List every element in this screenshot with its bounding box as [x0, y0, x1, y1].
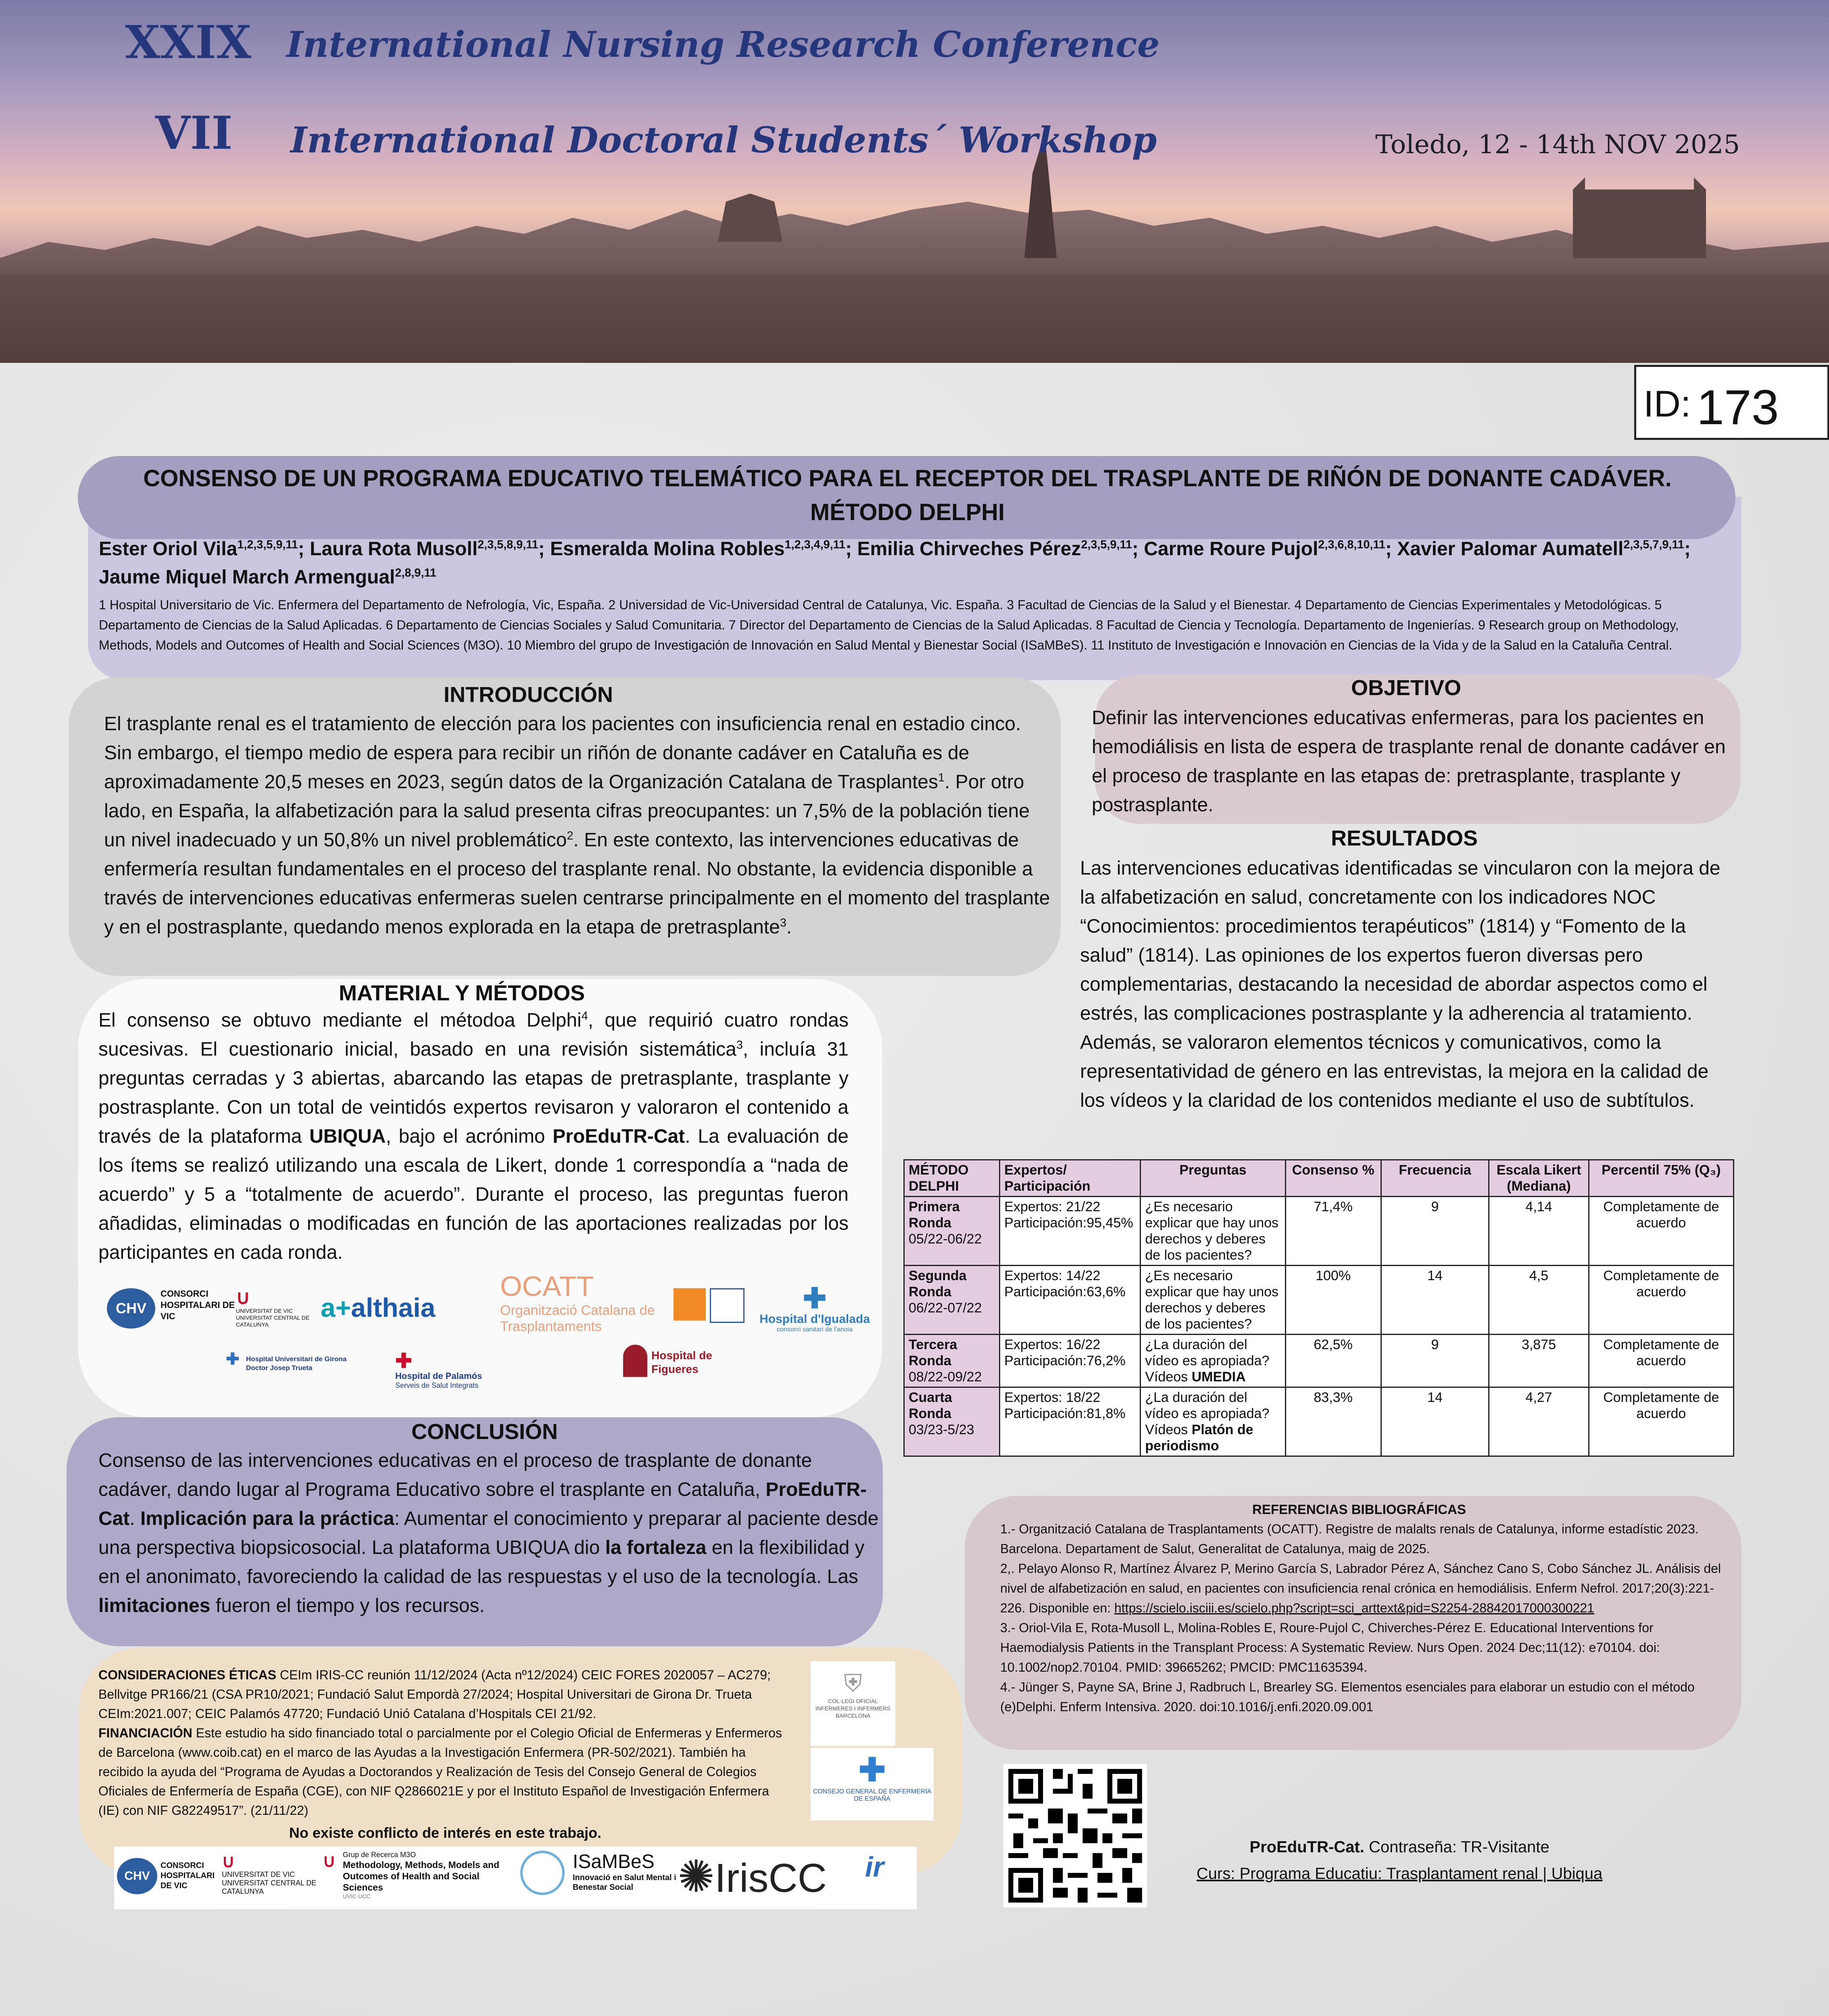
methods-text-part: El consenso se obtuvo mediante el métodoa Delphi [98, 1010, 582, 1031]
participation: Participación:95,45% [1004, 1215, 1133, 1231]
percentile-cell: Completamente de acuerdo [1589, 1387, 1733, 1456]
chv-logo-text: CHV [115, 1300, 146, 1316]
workshop-title: International Doctoral Students´ Workshop [290, 119, 1157, 161]
m3o-logo-subtitle: UVIC·UCC [343, 1893, 371, 1899]
round-dates: 08/22-09/22 [909, 1369, 982, 1385]
igualada-logo-subtitle: consorci sanitari de l'anoia [776, 1326, 853, 1333]
experts-cell [1000, 1197, 1141, 1266]
percentile-cell: Completamente de acuerdo [1589, 1335, 1733, 1387]
coib-logo-text: COL·LEGI OFICIAL INFERMERES I INFERMERS BARCELONA [815, 1698, 891, 1719]
uvic-logo-text: UNIVERSITAT DE VIC UNIVERSITAT CENTRAL DE CATALUNYA [236, 1308, 310, 1328]
author-name: Emilia Chirveches Pérez [857, 538, 1081, 560]
palamos-logo [395, 1351, 516, 1390]
girona-logo-text: Hospital Universitari de Girona Doctor Josep Trueta [246, 1355, 347, 1372]
citation-marker: 4 [581, 1010, 588, 1023]
results-text: Las intervenciones educativas identificadas se vincularon con la mejora de la alfabetización en salud, concretamente con los indicadores NOC “Conocimientos: procedimientos terapéuticos” (1814) y “Fomento de la salud” (1814). Las opiniones de los expertos fueron diversas pero complementarias, destacando la necesidad de abordar aspectos como el estrés, las complicaciones postrasplante y la adherencia al tratamiento. Además, se valoraron elementos técnicos y comunicativos, como la representatividad de género en las entrevistas, la mejora en la calidad de los vídeos y la claridad de los contenidos mediante el uso de subtítulos. [1080, 858, 1721, 1111]
round-dates: 05/22-06/22 [909, 1231, 982, 1247]
column-header: Expertos/ Participación [1000, 1160, 1141, 1197]
conclusion-text-part: fueron el tiempo y los recursos. [210, 1595, 485, 1616]
m3o-logo-text: Methodology, Methods, Models and Outcomes of Health and Social Sciences [343, 1860, 500, 1893]
references-title: REFERENCIAS BIBLIOGRÁFICAS [1252, 1502, 1466, 1517]
iriscc-burst-icon: ✺ [678, 1852, 715, 1901]
conclusion-title: CONCLUSIÓN [411, 1420, 558, 1444]
objective-title: OBJETIVO [1351, 676, 1462, 700]
isambes-logo-subtitle: Innovació en Salut Mental i Benestar Social [573, 1873, 676, 1892]
intro-text-part: . [786, 916, 792, 938]
uvic-logo-text: UNIVERSITAT DE VIC UNIVERSITAT CENTRAL DE CATALUNYA [222, 1870, 317, 1895]
consensus-cell: 62,5% [1285, 1335, 1381, 1387]
edition-number-1: XXIX [125, 16, 252, 69]
column-header: Percentil 75% (Q₃) [1589, 1160, 1733, 1197]
conclusion-text [98, 1446, 881, 1620]
question-text: ¿Es necesario explicar que hay unos derechos y deberes de los pacientes? [1145, 1199, 1279, 1263]
author-name: Laura Rota Musoll [310, 538, 478, 560]
id-value: 173 [1697, 380, 1779, 435]
introduction-title: INTRODUCCIÓN [444, 683, 613, 707]
girona-logo [226, 1350, 363, 1372]
reference-text: 2,. Pelayo Alonso R, Martínez Álvarez P, Merino García S, Labrador Pérez A, Sánchez Cano S, Cobo Sánchez JL. Análisis del nivel de alfabetización en salud, en pacientes con insuficiencia renal crónica en hemodiálisis. Enferm Nefrol. 2017;20(3):221-226. Disponible en: [1000, 1561, 1721, 1615]
column-header: Escala Likert (Mediana) [1489, 1160, 1589, 1197]
percentile-cell: Completamente de acuerdo [1589, 1197, 1733, 1266]
table-row [904, 1266, 1734, 1335]
ocatt-logo [448, 1270, 657, 1335]
delphi-results-table [903, 1159, 1734, 1457]
ethics-text-part: CEIm IRIS-CC reunión 11/12/2024 (Acta nº12/2024) CEIC FORES 2020057 – AC279; Bellvitge PR166/21 (CSA PR10/2021; Fundació Salut Empordà 27/2024; Hospital Universitari de Girona Dr. Trueta CEIm:2021.007; CEIC Palamós 47720; Fundació Unió Catalana d’Hospitals CEI 21/92. [98, 1668, 771, 1721]
program-name: ProEduTR-Cat. [1249, 1838, 1364, 1856]
qr-code[interactable] [1003, 1764, 1147, 1908]
percentile-cell: Completamente de acuerdo [1589, 1266, 1733, 1335]
table-header-row [904, 1160, 1734, 1197]
author-name: Esmeralda Molina Robles [550, 538, 785, 560]
conclusion-text-part: en la flexibilidad y en el anonimato, favoreciendo la calidad de las respuestas y el uso de la tecnología. Las [98, 1537, 865, 1587]
ethics-heading: CONSIDERACIONES ÉTICAS [98, 1668, 276, 1682]
ir-logo-text: ir [865, 1851, 884, 1883]
intro-text-part: . Por otro lado, en España, la alfabetización para la salud presenta cifras preocupantes: un 7,5% de la población tiene un nivel inadecuado y un 50,8% un nivel problemático [104, 771, 1030, 851]
funding-text: Este estudio ha sido financiado total o parcialmente por el Colegio Oficial de Enfermeras y Enfermeros de Barcelona (www.coib.cat) en el marco de las Ayudas a la Investigación Enfermera (PR-502/2021). También ha recibido la ayuda del “Programa de Ayudas a Doctorandos y Realización de Tesis del Consejo General de Colegios Oficiales de Enfermería de España (CGE), con NIF Q2866021E y por el Instituto Español de Investigación Enfermera (IE) con NIF G82249517”. (21/11/22) [98, 1726, 782, 1818]
question-cell [1141, 1197, 1285, 1266]
affiliations: 1 Hospital Universitario de Vic. Enfermera del Departamento de Nefrología, Vic, España. 2 Universidad de Vic-Universidad Central de Catalunya, Vic. España. 3 Facultad de Ciencias de la Salud y el Bienestar. 4 Departamento de Ciencias Experimentales y Metodológicas. 5 Departamento de Ciencias de la Salud Aplicadas. 6 Departamento de Ciencias Sociales y Salud Comunitaria. 7 Director del Departamento de Ciencias de la Salud Aplicadas. 8 Facultad de Ciencia y Tecnología. Departamento de Ingenierías. 9 Research group on Methodology, Methods, Models and Outcomes of Health and Social Sciences (M3O). 10 Miembro del grupo de Investigación de Innovación en Salud Mental y Bienestar Social (ISaMBeS). 11 Instituto de Investigación e Innovación en Ciencias de la Vida y de la Salud en la Cataluña Central. [99, 598, 1679, 652]
column-header: Preguntas [1141, 1160, 1285, 1197]
consensus-cell: 100% [1285, 1266, 1381, 1335]
citation-marker: 1 [938, 771, 945, 784]
author-name: Jaume Miquel March Armengual [99, 566, 395, 588]
platform-name: UBIQUA [309, 1126, 386, 1147]
girona-cross-icon: ✚ [226, 1350, 240, 1368]
round-name: Tercera Ronda [909, 1337, 957, 1368]
question-cell [1141, 1387, 1285, 1456]
experts-cell [1000, 1387, 1141, 1456]
ir-logo [865, 1851, 884, 1883]
isambes-logo [520, 1851, 682, 1892]
author-name: Carme Roure Pujol [1144, 538, 1318, 560]
round-dates: 03/23-5/23 [909, 1422, 974, 1437]
question-video-name: UMEDIA [1191, 1369, 1246, 1385]
methods-text-part: , que requirió cuatro rondas sucesivas. El cuestionario inicial, basado en una revisión sistemática [98, 1010, 849, 1060]
experts-count: Expertos: 14/22 [1004, 1268, 1101, 1283]
uvic-logo: ∪ UNIVERSITAT DE VIC UNIVERSITAT CENTRAL DE CATALUNYA [222, 1853, 323, 1896]
ethics-text [98, 1665, 792, 1843]
m3o-logo-small: Grup de Recerca M3O [343, 1851, 416, 1859]
participation: Participación:63,6% [1004, 1284, 1126, 1300]
conclusion-text-part: . [129, 1508, 141, 1529]
round-cell [904, 1266, 1000, 1335]
frequency-cell: 9 [1381, 1197, 1489, 1266]
citation-marker: 3 [736, 1039, 743, 1052]
program-password: Contraseña: TR-Visitante [1364, 1838, 1550, 1856]
experts-count: Expertos: 18/22 [1004, 1390, 1101, 1405]
conclusion-emphasis: limitaciones [98, 1595, 211, 1616]
round-name: Cuarta Ronda [909, 1390, 952, 1421]
edition-number-2: VII [155, 107, 233, 160]
header-banner [0, 0, 1829, 363]
acronym: ProEduTR-Cat [98, 1479, 867, 1529]
reference-link[interactable]: https://scielo.isciii.es/scielo.php?script=sci_arttext&pid=S2254-28842017000300221 [1114, 1601, 1594, 1615]
ocatt-logo-subtitle: Organització Catalana de Trasplantaments [500, 1303, 655, 1334]
introduction-text [104, 710, 1052, 942]
question-text: ¿La duración del vídeo es apropiada? Vídeos [1145, 1390, 1270, 1437]
column-header: MÉTODO DELPHI [904, 1160, 1000, 1197]
cge-logo-text: CONSEJO GENERAL DE ENFERMERÍA DE ESPAÑA [813, 1788, 932, 1802]
author-affiliation: 2,8,9,11 [395, 566, 436, 579]
cge-nurse-icon: ✚ [858, 1752, 886, 1788]
poster-title: CONSENSO DE UN PROGRAMA EDUCATIVO TELEMÁTICO PARA EL RECEPTOR DEL TRASPLANTE DE RIÑÓN DE DONANTE CADÁVER. MÉTODO DELPHI [143, 465, 1672, 525]
question-text: ¿Es necesario explicar que hay unos derechos y deberes de los pacientes? [1145, 1268, 1279, 1332]
chv-logo [107, 1288, 155, 1329]
experts-cell [1000, 1335, 1141, 1387]
isambes-logo-text: ISaMBeS [573, 1851, 655, 1872]
reference-item: 3.- Oriol-Vila E, Rota-Musoll L, Molina-Robles E, Roure-Pujol C, Chiverches-Pérez E. Educational Interventions for Haemodialysis Patients in the Transplant Process: A Systematic Review. Nurs Open. 2024 Dec;11(12): e70104. doi: 10.1002/nop2.70104. PMID: 39665262; PMCID: PMC11635394. [1000, 1620, 1660, 1674]
round-dates: 06/22-07/22 [909, 1300, 982, 1316]
coib-shield-icon: ⛨ [844, 1670, 862, 1697]
likert-cell: 4,14 [1489, 1197, 1589, 1266]
author-affiliation: 2,3,5,9,11 [1081, 538, 1132, 551]
author-affiliation: 2,3,5,8,9,11 [478, 538, 538, 551]
intro-text-part: El trasplante renal es el tratamiento de elección para los pacientes con insuficiencia renal en estadio cinco. Sin embargo, el tiempo medio de espera para recibir un riñón de donante cadáver en Cataluña es de aproximadamente 20,5 meses en 2023, según datos de la Organización Catalana de Trasplantes [104, 713, 1021, 793]
figueres-logo [623, 1345, 728, 1376]
round-name: Primera Ronda [909, 1199, 960, 1231]
poster-id-box [1634, 365, 1829, 440]
isambes-globe-icon [520, 1851, 565, 1895]
iriscc-logo [678, 1851, 827, 1902]
reference-item: 1.- Organització Catalana de Trasplantaments (OCATT). Registre de malalts renals de Catalunya, informe estadístic 2023. Barcelona. Departament de Salut, Generalitat de Catalunya, maig de 2025. [1000, 1522, 1699, 1556]
question-text: ¿La duración del vídeo es apropiada? Vídeos [1145, 1337, 1270, 1385]
intro-text-part: . En este contexto, las intervenciones educativas de enfermería resultan fundamentales en el proceso del trasplante renal. No obstante, la evidencia disponible a través de intervenciones educativas enfermeras suelen centrarse principalmente en el momento del trasplante y en el postrasplante, quedando menos explorada en la etapa de pretrasplante [104, 829, 1050, 938]
conference-title: International Nursing Research Conference [286, 23, 1160, 65]
column-header: Frecuencia [1381, 1160, 1489, 1197]
methods-title: MATERIAL Y MÉTODOS [339, 981, 585, 1005]
sponsor-logo-blue [710, 1288, 745, 1323]
consensus-cell: 83,3% [1285, 1387, 1381, 1456]
program-access-info [1166, 1834, 1633, 1887]
cge-logo [811, 1748, 934, 1820]
igualada-cross-icon: ✚ [803, 1283, 827, 1314]
table-row [904, 1197, 1734, 1266]
author-name: Xavier Palomar Aumatell [1397, 538, 1624, 560]
conference-date: Toledo, 12 - 14th NOV 2025 [1375, 130, 1740, 160]
author-affiliation: 2,3,6,8,10,11 [1318, 538, 1385, 551]
author-affiliation: 1,2,3,5,9,11 [237, 538, 298, 551]
igualada-logo [750, 1284, 879, 1333]
igualada-logo-text: Hospital d'Igualada [759, 1312, 870, 1326]
experts-count: Expertos: 21/22 [1004, 1199, 1101, 1214]
iriscc-logo-text: IrisCC [715, 1856, 827, 1901]
conclusion-text-part: Consenso de las intervenciones educativas en el proceso de trasplante de donante cadáver, dando lugar al Programa Educativo sobre el trasplante en Cataluña, [98, 1450, 812, 1500]
round-cell [904, 1197, 1000, 1266]
citation-marker: 2 [567, 829, 574, 842]
consorci-logo-text: CONSORCI HOSPITALARI DE VIC [161, 1861, 215, 1890]
reference-item: 4.- Jünger S, Payne SA, Brine J, Radbruch L, Brearley SG. Elementos esenciales para elaborar un estudio con el método (e)Delphi. Enferm Intensiva. 2020. doi:10.1016/j.enfi.2020.09.001 [1000, 1680, 1695, 1714]
acronym: ProEduTR-Cat [553, 1126, 685, 1147]
round-name: Segunda Ronda [909, 1268, 967, 1300]
author-affiliation: 2,3,5,7,9,11 [1623, 538, 1684, 551]
table-row [904, 1335, 1734, 1387]
althaia-logo: a+althaia [321, 1293, 436, 1322]
round-cell [904, 1387, 1000, 1456]
question-cell [1141, 1335, 1285, 1387]
column-header: Consenso % [1285, 1160, 1381, 1197]
consensus-cell: 71,4% [1285, 1197, 1381, 1266]
qr-code-image [1003, 1764, 1147, 1908]
frequency-cell: 9 [1381, 1335, 1489, 1387]
likert-cell: 4,27 [1489, 1387, 1589, 1456]
frequency-cell: 14 [1381, 1266, 1489, 1335]
conclusion-emphasis: la fortaleza [605, 1537, 707, 1558]
palamos-logo-text: Hospital de Palamós [395, 1371, 482, 1381]
coib-logo [811, 1661, 895, 1746]
course-link[interactable]: Curs: Programa Educatiu: Trasplantament renal | Ubiqua [1196, 1865, 1603, 1883]
likert-cell: 3,875 [1489, 1335, 1589, 1387]
consorci-logo-text: CONSORCI HOSPITALARI DE VIC [161, 1289, 235, 1321]
likert-cell: 4,5 [1489, 1266, 1589, 1335]
author-list: Ester Oriol Vila$^{1,2,3,5,9,11}$; Laura Rota Musoll$^{2,3,5,8,9,11}$; Esmeralda Molina Robles$^{1,2,3,4,9,11}$; Emilia Chirveches Pérez$^{2,3,5,9,11}$; Carme Roure Pujol$^{2,3,6,8,10,11}$; Xavier Palomar Aumatell$^{2,3,5,7,9,11}$; Jaume Miquel March Armengual$^{2,8,9,11}$ [99, 538, 1691, 588]
methods-text-part: . La evaluación de los ítems se realizó utilizando una escala de Likert, donde 1 correspondía a “nada de acuerdo” y 5 a “totalmente de acuerdo”. Durante el proceso, las preguntas fueron añadidas, eliminadas o modificadas en función de las aportaciones realizadas por los participantes en cada ronda. [98, 1126, 849, 1263]
ocatt-logo-text: OCATT [500, 1270, 594, 1302]
chv-logo [117, 1858, 157, 1894]
question-cell [1141, 1266, 1285, 1335]
conflict-statement: No existe conflicto de interés en este trabajo. [289, 1824, 602, 1841]
round-cell [904, 1335, 1000, 1387]
id-label: ID: [1643, 383, 1691, 425]
funding-heading: FINANCIACIÓN [98, 1726, 192, 1740]
chv-logo-text: CHV [124, 1869, 150, 1883]
frequency-cell: 14 [1381, 1387, 1489, 1456]
figueres-logo-text: Hospital de Figueres [651, 1349, 712, 1375]
author-affiliation: 1,2,3,4,9,11 [784, 538, 846, 551]
althaia-logo-text: althaia [351, 1293, 436, 1322]
m3o-logo: ∪ Grup de Recerca M3O Methodology, Methods, Models and Outcomes of Health and Social Sciences UVIC·UCC [323, 1851, 510, 1903]
results-title: RESULTADOS [1331, 826, 1478, 850]
methods-text-part: , bajo el acrónimo [386, 1126, 553, 1147]
sponsor-logo-orange [674, 1288, 706, 1320]
table-row [904, 1387, 1734, 1456]
author-name: Ester Oriol Vila [99, 538, 238, 560]
palamos-logo-subtitle: Serveis de Salut Integrats [395, 1381, 479, 1389]
methods-text-part: , incluía 31 preguntas cerradas y 3 abiertas, abarcando las etapas de pretrasplante, trasplante y postrasplante. Con un total de veintidós expertos revisaron y valoraron el contenido a través de la plataforma [98, 1039, 849, 1147]
participation: Participación:76,2% [1004, 1353, 1126, 1368]
reference-item [1000, 1559, 1734, 1618]
citation-marker: 3 [780, 916, 786, 929]
figueres-shape-icon [623, 1345, 647, 1377]
experts-cell [1000, 1266, 1141, 1335]
conclusion-emphasis: Implicación para la práctica [140, 1508, 394, 1529]
objective-text: Definir las intervenciones educativas enfermeras, para los pacientes en hemodiálisis en lista de espera de trasplante renal de donante cadáver en el proceso de trasplante en las etapas de: pretrasplante, trasplante y postrasplante. [1092, 707, 1726, 816]
question-video-name: Platón de periodismo [1145, 1422, 1253, 1454]
methods-text [98, 1006, 849, 1267]
uvic-logo: ∪ UNIVERSITAT DE VIC UNIVERSITAT CENTRAL DE CATALUNYA [236, 1288, 317, 1328]
experts-count: Expertos: 16/22 [1004, 1337, 1101, 1352]
participation: Participación:81,8% [1004, 1406, 1126, 1421]
conclusion-text-part: : Aumentar el conocimiento y preparar al paciente desde una perspectiva biopsicosocial. La plataforma UBIQUA dio [98, 1508, 879, 1558]
palamos-cross-icon: ✚ [395, 1350, 412, 1372]
references-list [1000, 1519, 1734, 1717]
